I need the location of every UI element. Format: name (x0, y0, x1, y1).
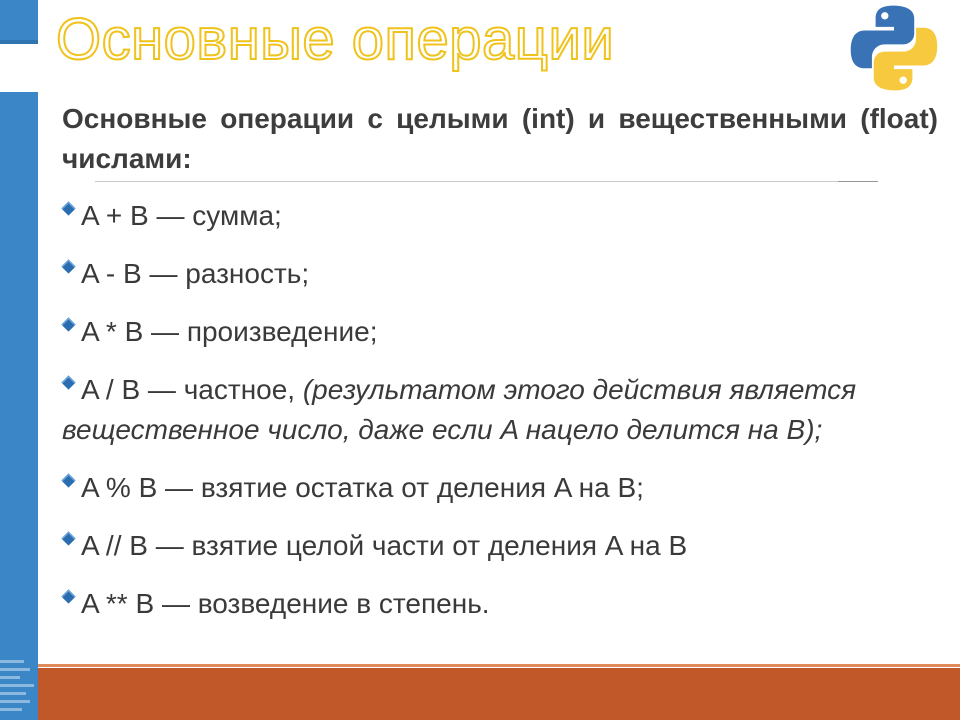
bottom-band (38, 668, 960, 720)
diamond-bullet-icon (61, 531, 75, 545)
diamond-bullet-icon (61, 473, 75, 487)
bottom-band-highlight (38, 664, 960, 667)
left-bar-notch (0, 40, 38, 92)
operation-item (62, 370, 942, 450)
operation-text: A % B — взятие остатка от деления A на B; (81, 472, 644, 503)
divider-line (95, 181, 878, 182)
python-logo-icon (846, 2, 942, 94)
diamond-bullet-icon (61, 317, 75, 331)
slide-title: Основные операции (56, 7, 615, 72)
diamond-bullet-icon (61, 201, 75, 215)
operations-list (62, 196, 942, 624)
left-bar-notch-edge (0, 40, 38, 44)
operation-text: A + B — сумма; (81, 200, 282, 231)
operation-item (62, 196, 942, 236)
operation-item (62, 254, 942, 294)
operation-item (62, 526, 942, 566)
diamond-bullet-icon (61, 375, 75, 389)
operation-item (62, 468, 942, 508)
diamond-bullet-icon (61, 589, 75, 603)
operation-text: A / B — частное, (81, 374, 303, 405)
operation-item (62, 584, 942, 624)
operation-item (62, 312, 942, 352)
intro-text: Основные операции с целыми (int) и вещественными (float) числами: (62, 103, 938, 174)
operation-text: A - B — разность; (81, 258, 310, 289)
operation-note: (результатом этого действия является вещественное число, даже если A нацело делится на B); (62, 374, 857, 445)
left-accent-bar (0, 0, 38, 720)
operation-text: A ** B — возведение в степень. (81, 588, 490, 619)
operation-text: A // B — взятие целой части от деления A на B (81, 530, 688, 561)
operation-text: A * B — произведение; (81, 316, 378, 347)
left-decorative-stripes (0, 660, 38, 720)
divider-line-end (838, 181, 878, 182)
diamond-bullet-icon (61, 259, 75, 273)
